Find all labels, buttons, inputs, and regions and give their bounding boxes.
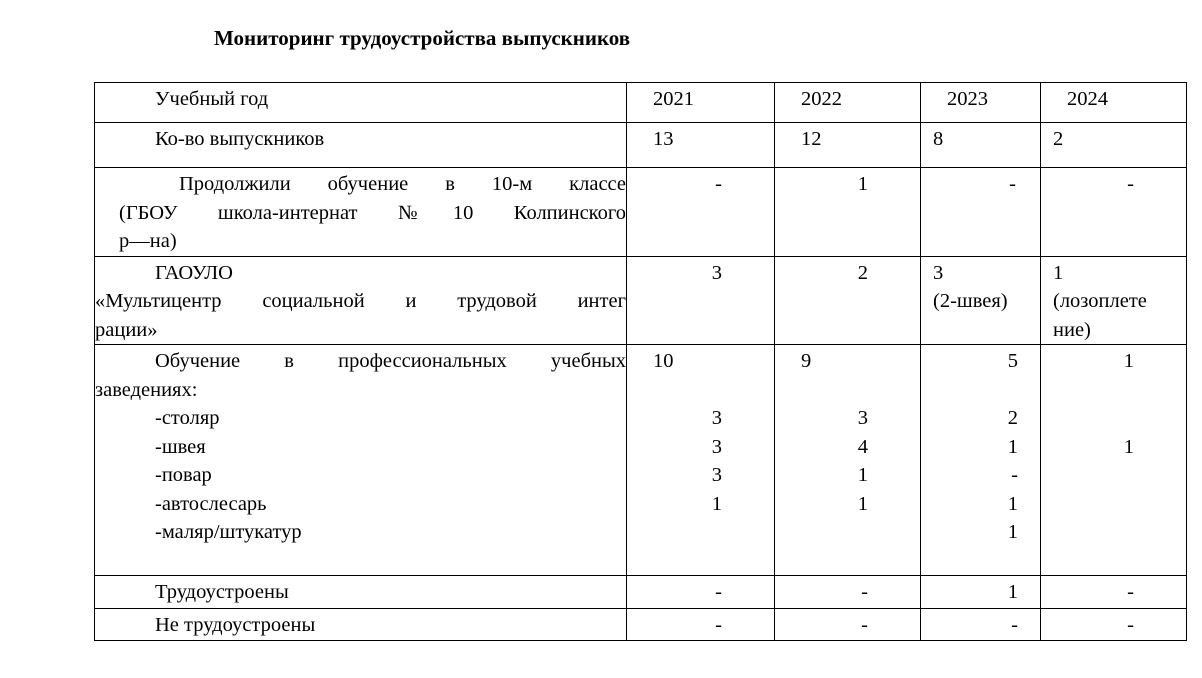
professional-2021-carpenter: 3 bbox=[711, 407, 722, 429]
gaoulo-2024-note-2: ние) bbox=[1053, 318, 1091, 341]
blank-line bbox=[775, 376, 920, 405]
table-row-gaoulo bbox=[95, 256, 1187, 345]
value-cell bbox=[921, 345, 1041, 576]
value-cell bbox=[775, 123, 921, 168]
continued-label-line-3: р—на) bbox=[119, 230, 177, 252]
value-cell bbox=[921, 609, 1041, 641]
value-cell bbox=[1041, 609, 1187, 641]
value-cell bbox=[775, 576, 921, 609]
subitem-cook: -повар bbox=[155, 464, 212, 486]
gaoulo-label-line-3: рации» bbox=[95, 318, 158, 341]
not-employed-2021: - bbox=[715, 614, 722, 636]
not-employed-2022: - bbox=[861, 614, 868, 636]
professional-2022-cook: 1 bbox=[857, 464, 868, 486]
professional-2023-total: 5 bbox=[1007, 350, 1018, 372]
year-cell bbox=[921, 83, 1041, 123]
not-employed-label: Не трудоустроены bbox=[155, 614, 316, 636]
gaoulo-2022: 2 bbox=[857, 261, 868, 284]
year-cell bbox=[1041, 83, 1187, 123]
table-row-employed bbox=[95, 576, 1187, 609]
subitem-seamstress: -швея bbox=[155, 435, 206, 458]
subitem-carpenter: -столяр bbox=[155, 407, 220, 429]
graduates-2024: 2 bbox=[1053, 128, 1064, 150]
table-row-professional bbox=[95, 345, 1187, 576]
not-employed-2023: - bbox=[1011, 614, 1018, 636]
table-row-continued bbox=[95, 168, 1187, 257]
graduates-2021: 13 bbox=[653, 128, 674, 150]
year-cell bbox=[775, 83, 921, 123]
professional-2022-seamstress: 4 bbox=[857, 435, 868, 458]
value-cell bbox=[1041, 345, 1187, 576]
gaoulo-2024-note-1: (лозоплете bbox=[1053, 290, 1147, 312]
gaoulo-label-line-1: ГАОУЛО bbox=[155, 261, 233, 284]
employed-2024: - bbox=[1127, 581, 1134, 603]
value-cell bbox=[775, 256, 921, 345]
professional-2021-cook: 3 bbox=[711, 464, 722, 486]
gaoulo-2023-count: 3 bbox=[933, 261, 944, 284]
continued-label-line-1: Продолжили обучение в 10-м классе bbox=[179, 173, 626, 195]
employed-2022: - bbox=[861, 581, 868, 603]
header-label-cell bbox=[95, 83, 627, 123]
table-row-header bbox=[95, 83, 1187, 123]
blank-line bbox=[921, 376, 1040, 405]
value-cell bbox=[1041, 168, 1187, 257]
professional-2024-total: 1 bbox=[1123, 350, 1134, 372]
professional-label-line-2: заведениях: bbox=[95, 378, 198, 401]
professional-label-cell bbox=[95, 345, 627, 576]
value-cell bbox=[1041, 576, 1187, 609]
gaoulo-2024-count: 1 bbox=[1053, 261, 1064, 284]
professional-2022-carpenter: 3 bbox=[857, 407, 868, 429]
continued-2021: - bbox=[715, 173, 722, 195]
year-2024: 2024 bbox=[1067, 88, 1108, 110]
blank-line bbox=[1041, 404, 1186, 433]
professional-2021-auto-mechanic: 1 bbox=[711, 492, 722, 515]
table-row-not-employed bbox=[95, 609, 1187, 641]
table-row-graduates bbox=[95, 123, 1187, 168]
professional-2024-seamstress: 1 bbox=[1123, 435, 1134, 458]
year-2022: 2022 bbox=[801, 88, 842, 110]
not-employed-label-cell bbox=[95, 609, 627, 641]
professional-2023-painter-plasterer: 1 bbox=[1007, 521, 1018, 543]
not-employed-2024: - bbox=[1127, 614, 1134, 636]
continued-2023: - bbox=[1009, 173, 1016, 195]
gaoulo-label-line-2: «Мультицентр социальной и трудовой интег bbox=[95, 290, 626, 312]
value-cell bbox=[627, 609, 775, 641]
value-cell bbox=[627, 345, 775, 576]
header-label: Учебный год bbox=[155, 88, 269, 110]
value-cell bbox=[627, 576, 775, 609]
subitem-auto-mechanic: -автослесарь bbox=[155, 492, 267, 515]
professional-2023-seamstress: 1 bbox=[1007, 435, 1018, 458]
employed-2021: - bbox=[715, 581, 722, 603]
employed-label: Трудоустроены bbox=[155, 581, 289, 603]
document-title: Мониторинг трудоустройства выпускников bbox=[214, 26, 631, 50]
value-cell bbox=[775, 345, 921, 576]
professional-2021-seamstress: 3 bbox=[711, 435, 722, 458]
continued-label-cell bbox=[95, 168, 627, 257]
continued-2022: 1 bbox=[857, 173, 868, 195]
subitem-painter-plasterer: -маляр/штукатур bbox=[155, 521, 302, 543]
professional-2022-auto-mechanic: 1 bbox=[857, 492, 868, 515]
professional-label-line-1: Обучение в профессиональных учебных bbox=[155, 350, 626, 372]
professional-2023-cook: - bbox=[1011, 464, 1018, 486]
value-cell bbox=[775, 609, 921, 641]
graduates-label: Ко-во выпускников bbox=[155, 128, 325, 150]
year-2023: 2023 bbox=[947, 88, 988, 110]
professional-2021-total: 10 bbox=[653, 350, 674, 372]
value-cell bbox=[1041, 123, 1187, 168]
employed-2023: 1 bbox=[1007, 581, 1018, 603]
value-cell bbox=[775, 168, 921, 257]
blank-line bbox=[627, 376, 774, 405]
graduates-2023: 8 bbox=[933, 128, 944, 150]
value-cell bbox=[921, 256, 1041, 345]
professional-2023-auto-mechanic: 1 bbox=[1007, 492, 1018, 515]
value-cell bbox=[627, 256, 775, 345]
gaoulo-2023-note: (2-швея) bbox=[933, 290, 1008, 312]
value-cell bbox=[921, 576, 1041, 609]
graduates-label-cell bbox=[95, 123, 627, 168]
professional-2022-total: 9 bbox=[801, 350, 812, 372]
value-cell bbox=[921, 168, 1041, 257]
value-cell bbox=[627, 123, 775, 168]
gaoulo-label-cell bbox=[95, 256, 627, 345]
employment-monitoring-table bbox=[94, 82, 1187, 641]
year-2021: 2021 bbox=[653, 88, 694, 110]
value-cell bbox=[627, 168, 775, 257]
gaoulo-2021: 3 bbox=[711, 261, 722, 284]
continued-2024: - bbox=[1127, 173, 1134, 195]
professional-2023-carpenter: 2 bbox=[1007, 407, 1018, 429]
value-cell bbox=[921, 123, 1041, 168]
blank-line bbox=[1041, 376, 1186, 405]
continued-label-line-2: (ГБОУ школа-интернат №10 Колпинского bbox=[119, 201, 626, 224]
year-cell bbox=[627, 83, 775, 123]
graduates-2022: 12 bbox=[801, 128, 822, 150]
employed-label-cell bbox=[95, 576, 627, 609]
value-cell bbox=[1041, 256, 1187, 345]
